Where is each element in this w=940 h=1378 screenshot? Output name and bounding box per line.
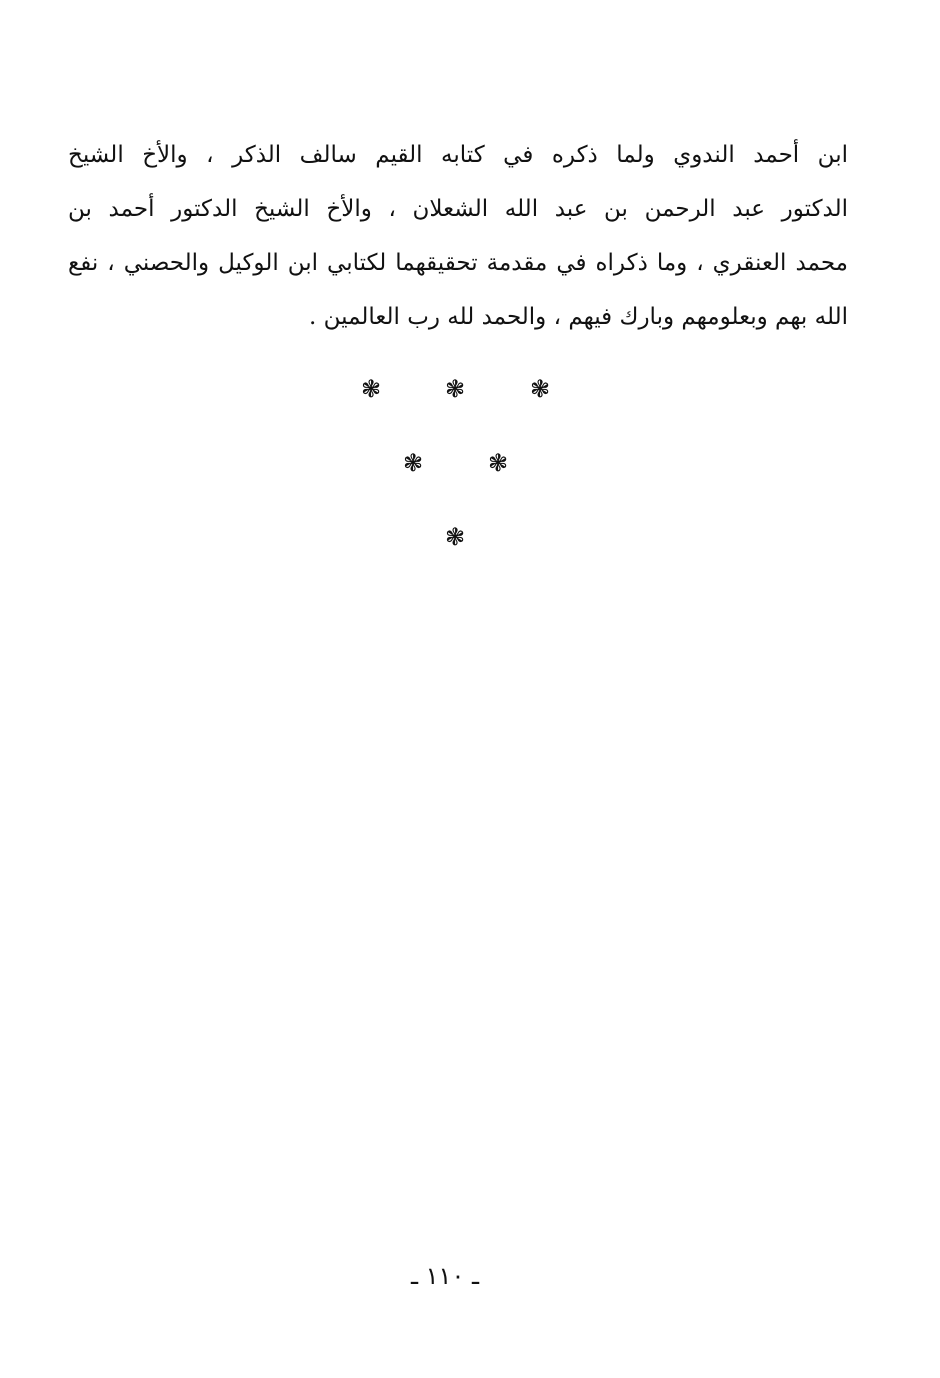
paragraph-line-2: الدكتور عبد الرحمن بن عبد الله الشعلان ، والأخ الشيخ الدكتور أحمد بن bbox=[68, 196, 848, 222]
paragraph-line-1: ابن أحمد الندوي ولما ذكره في كتابه القيم سالف الذكر ، والأخ الشيخ bbox=[68, 142, 848, 168]
star-ornament-icon: ❃ bbox=[402, 449, 424, 477]
star-ornament-icon: ❃ bbox=[487, 449, 509, 477]
star-ornament-icon: ❃ bbox=[529, 375, 551, 403]
paragraph-line-3: محمد العنقري ، وما ذكراه في مقدمة تحقيقهما لكتابي ابن الوكيل والحصني ، نفع bbox=[68, 250, 848, 276]
page-number: ـ ١١٠ ـ bbox=[410, 1262, 479, 1290]
star-ornament-icon: ❃ bbox=[444, 375, 466, 403]
star-ornament-icon: ❃ bbox=[444, 523, 466, 551]
paragraph-line-4: الله بهم وبعلومهم وبارك فيهم ، والحمد لله رب العالمين . bbox=[309, 304, 848, 330]
star-ornament-icon: ❃ bbox=[360, 375, 382, 403]
